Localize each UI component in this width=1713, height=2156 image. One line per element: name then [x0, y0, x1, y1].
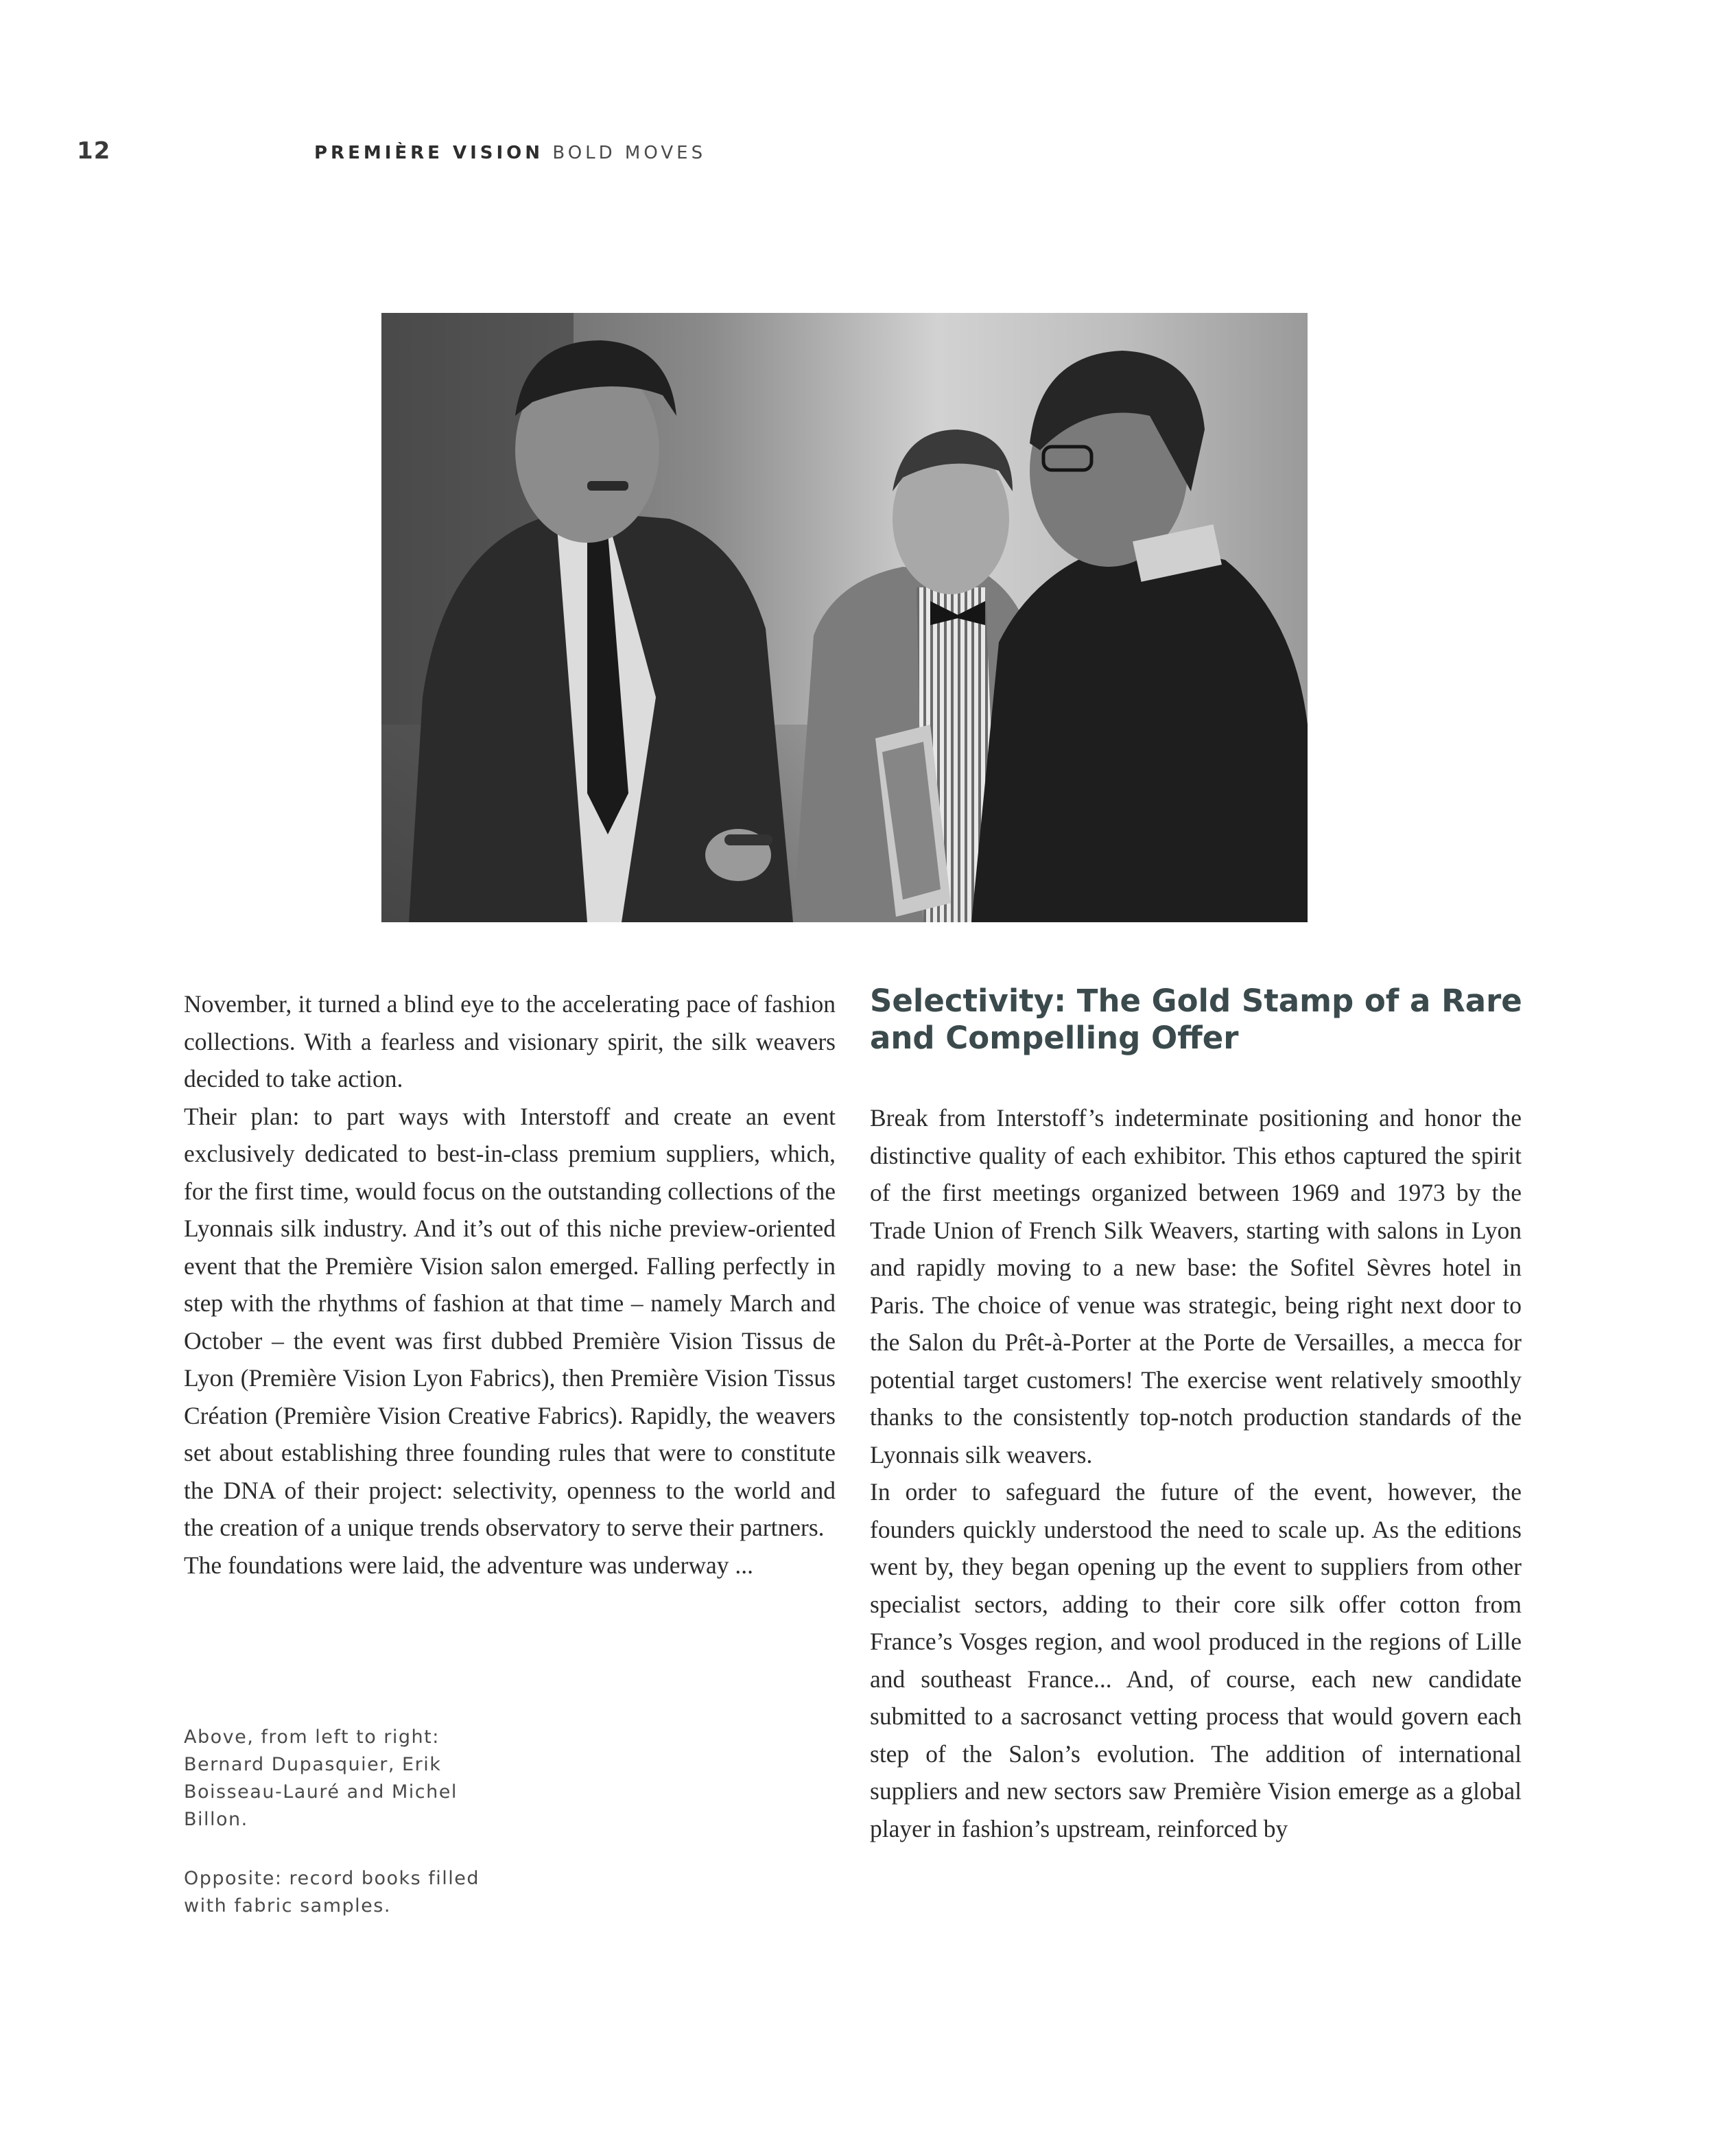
right-column-text: [870, 1099, 1522, 1847]
left-paragraph-1: November, it turned a blind eye to the accelerating pace of fashion collections. With a fearless and visionary spirit, the silk weavers decided to take action.: [184, 990, 836, 1092]
running-head-title-light: BOLD MOVES: [552, 143, 707, 163]
left-paragraph-3: The foundations were laid, the adventure was underway ...: [184, 1551, 754, 1579]
photo-three-men: [381, 313, 1308, 922]
running-head: [314, 143, 706, 163]
photo-illustration: [381, 313, 1308, 922]
caption-above: Above, from left to right: Bernard Dupasquier, Erik Boisseau-Lauré and Michel Billon.: [184, 1726, 458, 1830]
left-paragraph-2: Their plan: to part ways with Interstoff and create an event exclusively dedicated to best-in-class premium suppliers, which, for the first time, would focus on the outstanding collections of the Lyonnais silk industry. And it’s out of this niche preview-oriented event that the Première Vision salon emerged. Falling perfectly in step with the rhythms of fashion at that time – namely March and October – the event was first dubbed Première Vision Tissus de Lyon (Première Vision Lyon Fabrics), then Première Vision Tissus Création (Première Vision Creative Fabrics). Rapidly, the weavers set about establishing three founding rules that were to constitute the DNA of their project: selectivity, openness to the world and the creation of a unique trends observatory to serve their partners.: [184, 1102, 836, 1541]
right-paragraph-1: Break from Interstoff’s indeterminate positioning and honor the distinctive quality of each exhibitor. This ethos captured the spirit of the first meetings organized between 1969 and 1973 by the Trade Union of French Silk Weavers, starting with salons in Lyon and rapidly moving to a new base: the Sofitel Sèvres hotel in Paris. The choice of venue was strategic, being right next door to the Salon du Prêt-à-Porter at the Porte de Versailles, a mecca for potential target customers! The exercise went relatively smoothly thanks to the consistently top-notch production standards of the Lyonnais silk weavers.: [870, 1104, 1522, 1468]
caption-opposite: Opposite: record books filled with fabric samples.: [184, 1868, 480, 1917]
left-column-text: [184, 985, 836, 1584]
page-number: 12: [77, 137, 111, 165]
running-head-title-bold: PREMIÈRE VISION: [314, 143, 544, 163]
right-paragraph-2: In order to safeguard the future of the event, however, the founders quickly understood the need to scale up. As the editions went by, they began opening up the event to suppliers from other specialist sectors, adding to their core silk offer cotton from France’s Vosges region, and wool produced in the regions of Lille and southeast France... And, of course, each new candidate submitted to a sacrosanct vetting process that would govern each step of the Salon’s evolution. The addition of international suppliers and new sectors saw Première Vision emerge as a global player in fashion’s upstream, reinforced by: [870, 1478, 1522, 1842]
section-heading: Selectivity: The Gold Stamp of a Rare and Compelling Offer: [870, 983, 1522, 1056]
